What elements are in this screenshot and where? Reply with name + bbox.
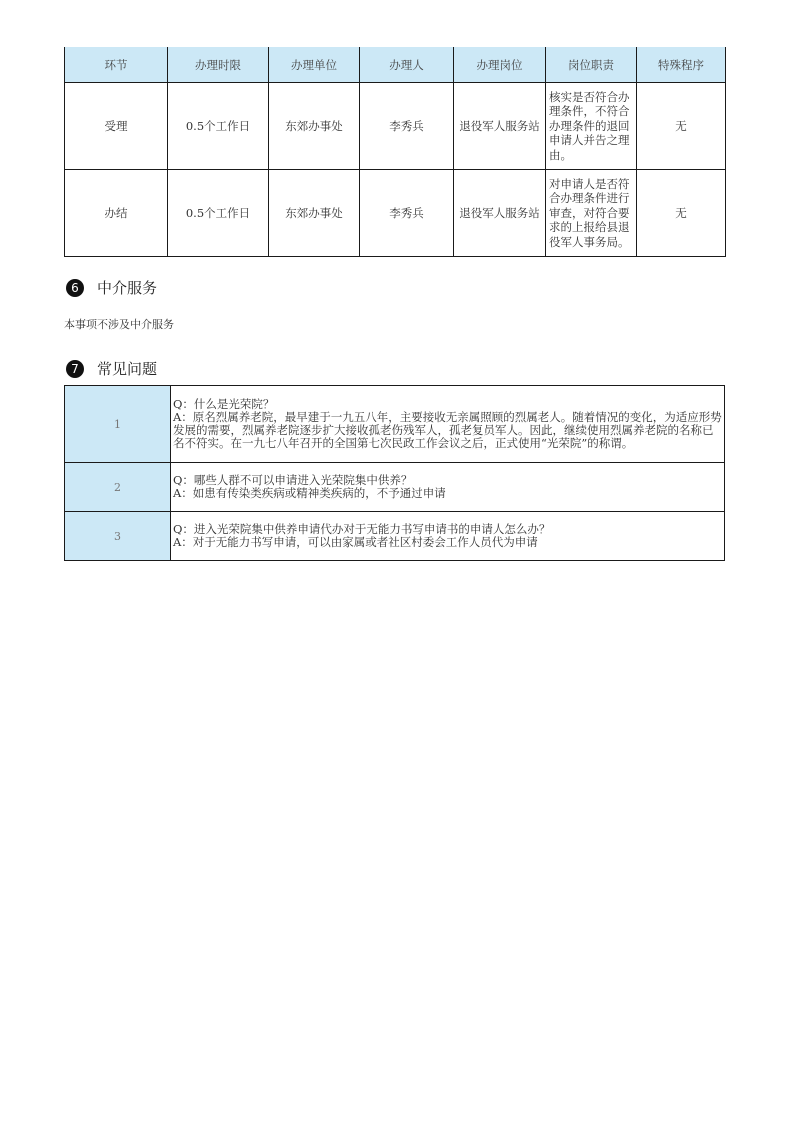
table-cell: 无 bbox=[637, 83, 726, 170]
header-cell: 环节 bbox=[65, 47, 168, 83]
faq-table bbox=[64, 385, 725, 561]
header-cell: 办理岗位 bbox=[454, 47, 546, 83]
header-cell: 办理单位 bbox=[269, 47, 360, 83]
faq-index: 1 bbox=[65, 386, 171, 463]
table-cell: 0.5个工作日 bbox=[168, 83, 269, 170]
faq-content bbox=[171, 463, 725, 512]
faq-content bbox=[171, 512, 725, 561]
faq-content bbox=[171, 386, 725, 463]
faq-answer: A：对于无能力书写申请，可以由家属或者社区村委会工作人员代为申请 bbox=[173, 535, 538, 549]
header-cell: 办理人 bbox=[360, 47, 454, 83]
process-table bbox=[64, 47, 726, 257]
faq-question: Q：什么是光荣院？ bbox=[173, 397, 275, 411]
table-cell-duty: 对申请人是否符合办理条件进行审查，对符合要求的上报给县退役军人事务局。 bbox=[546, 170, 637, 257]
faq-row bbox=[65, 512, 725, 561]
faq-row bbox=[65, 386, 725, 463]
faq-question: Q：哪些人群不可以申请进入光荣院集中供养？ bbox=[173, 473, 413, 487]
table-cell: 退役军人服务站 bbox=[454, 170, 546, 257]
section-note: 本事项不涉及中介服务 bbox=[64, 318, 174, 331]
table-cell: 办结 bbox=[65, 170, 168, 257]
process-table-header-row bbox=[65, 47, 726, 83]
table-cell: 退役军人服务站 bbox=[454, 83, 546, 170]
faq-index: 3 bbox=[65, 512, 171, 561]
table-row bbox=[65, 170, 726, 257]
faq-answer: A：如患有传染类疾病或精神类疾病的，不予通过申请 bbox=[173, 486, 446, 500]
table-cell: 受理 bbox=[65, 83, 168, 170]
faq-answer: A：原名烈属养老院，最早建于一九五八年，主要接收无亲属照顾的烈属老人。随着情况的变化，为适应形势发展的需要，烈属养老院逐步扩大接收孤老伤残军人，孤老复员军人。因此，继续使用烈属养老院的名称已名不符实。在一九七八年召开的全国第七次民政工作会议之后，正式使用“光荣院”的称谓。 bbox=[173, 410, 722, 450]
section-number-badge: 6 bbox=[66, 279, 84, 297]
header-cell: 特殊程序 bbox=[637, 47, 726, 83]
faq-index: 2 bbox=[65, 463, 171, 512]
table-row bbox=[65, 83, 726, 170]
section-number-badge: 7 bbox=[66, 360, 84, 378]
faq-row bbox=[65, 463, 725, 512]
section-heading-intermediary bbox=[66, 277, 157, 298]
table-cell: 东郊办事处 bbox=[269, 83, 360, 170]
table-cell: 李秀兵 bbox=[360, 170, 454, 257]
section-title: 常见问题 bbox=[97, 360, 158, 378]
header-cell: 岗位职责 bbox=[546, 47, 637, 83]
faq-question: Q：进入光荣院集中供养申请代办对于无能力书写申请书的申请人怎么办？ bbox=[173, 522, 551, 536]
section-heading-faq bbox=[66, 358, 157, 379]
table-cell: 0.5个工作日 bbox=[168, 170, 269, 257]
table-cell: 无 bbox=[637, 170, 726, 257]
header-cell: 办理时限 bbox=[168, 47, 269, 83]
table-cell-duty: 核实是否符合办理条件，不符合办理条件的退回申请人并告之理由。 bbox=[546, 83, 637, 170]
section-title: 中介服务 bbox=[97, 279, 158, 297]
table-cell: 东郊办事处 bbox=[269, 170, 360, 257]
table-cell: 李秀兵 bbox=[360, 83, 454, 170]
